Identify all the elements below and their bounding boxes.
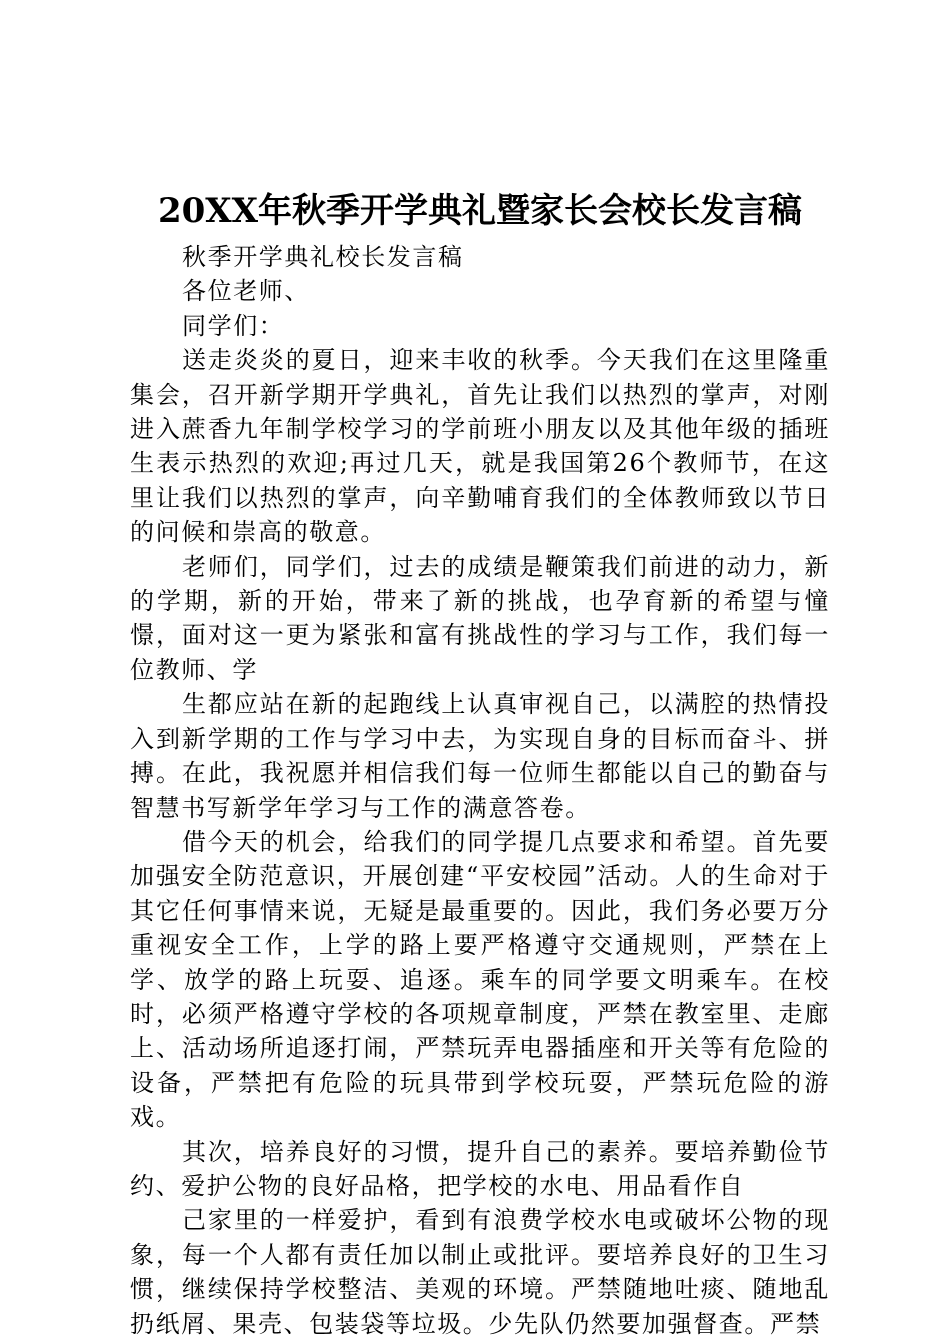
paragraph: 其次，培养良好的习惯，提升自己的素养。要培养勤俭节约、爱护公物的良好品格，把学校的水电、用品看作自 bbox=[130, 1137, 830, 1200]
paragraph: 老师们，同学们，过去的成绩是鞭策我们前进的动力，新的学期，新的开始，带来了新的挑战，也孕育新的希望与憧憬，面对这一更为紧张和富有挑战性的学习与工作，我们每一位教师、学 bbox=[130, 552, 830, 684]
paragraph: 生都应站在新的起跑线上认真审视自己，以满腔的热情投入到新学期的工作与学习中去，为实现自身的目标而奋斗、拼搏。在此，我祝愿并相信我们每一位师生都能以自己的勤奋与智慧书写新学年学习与工作的满意答卷。 bbox=[130, 690, 830, 822]
paragraph-salutation-teachers: 各位老师、 bbox=[182, 277, 310, 306]
paragraph: 送走炎炎的夏日，迎来丰收的秋季。今天我们在这里隆重集会，召开新学期开学典礼，首先让我们以热烈的掌声，对刚进入蔗香九年制学校学习的学前班小朋友以及其他年级的插班生表示热烈的欢迎;再过几天，就是我国第26个教师节，在这里让我们以热烈的掌声，向辛勤哺育我们的全体教师致以节日的问候和崇高的敬意。 bbox=[130, 346, 830, 547]
paragraph-salutation-students: 同学们： bbox=[182, 311, 285, 340]
paragraph: 借今天的机会，给我们的同学提几点要求和希望。首先要加强安全防范意识，开展创建“平安校园”活动。人的生命对于其它任何事情来说，无疑是最重要的。因此，我们务必要万分重视安全工作，上学的路上要严格遵守交通规则，严禁在上学、放学的路上玩耍、追逐。乘车的同学要文明乘车。在校时，必须严格遵守学校的各项规章制度，严禁在教室里、走廊上、活动场所追逐打闹，严禁玩弄电器插座和开关等有危险的设备，严禁把有危险的玩具带到学校玩耍，严禁玩危险的游戏。 bbox=[130, 827, 830, 1132]
paragraph-subtitle: 秋季开学典礼校长发言稿 bbox=[182, 243, 464, 271]
paragraph: 己家里的一样爱护，看到有浪费学校水电或破坏公物的现象，每一个人都有责任加以制止或批评。要培养良好的卫生习惯，继续保持学校整洁、美观的环境。严禁随地吐痰、随地乱扔纸屑、果壳、包装袋等垃圾。少先队仍然要加强督查。严禁 bbox=[130, 1206, 830, 1338]
document-body bbox=[130, 188, 830, 1341]
document-title: 20XX年秋季开学典礼暨家长会校长发言稿 bbox=[157, 191, 803, 231]
